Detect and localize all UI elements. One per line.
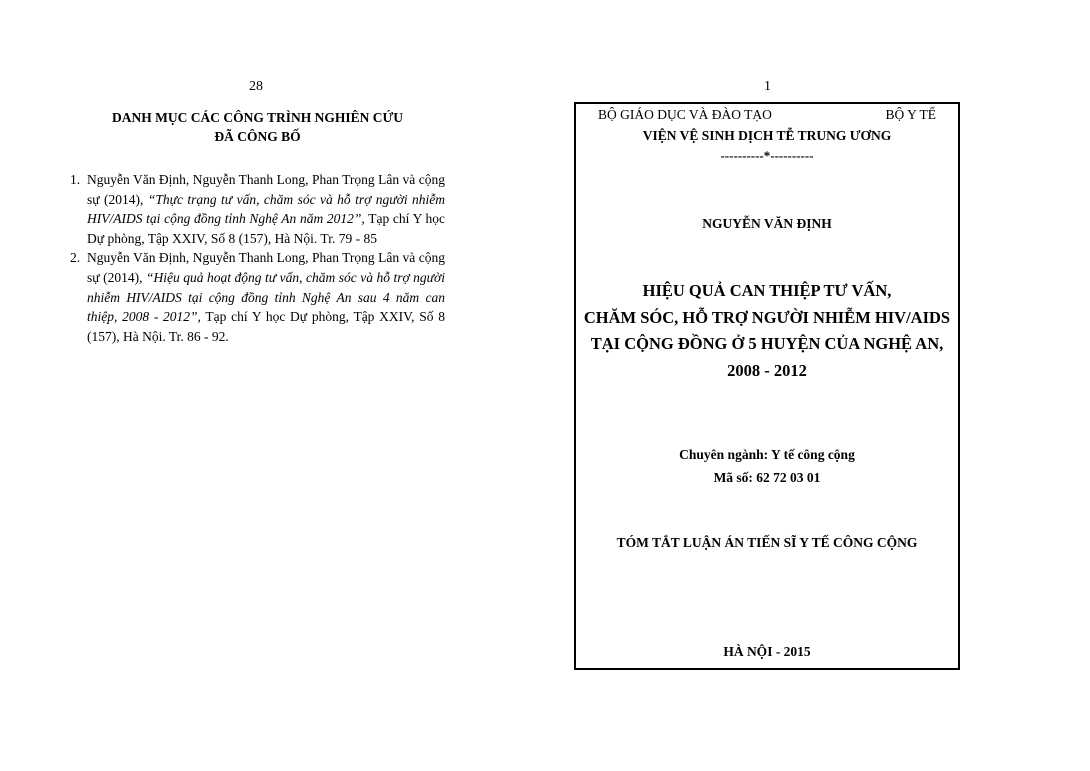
- publication-source: Tạp chí Y học Dự phòng, Tập XXIV, Số 8 (157), Hà Nội. Tr. 86 - 92.: [87, 309, 445, 344]
- publication-source: Tạp chí Y học Dự phòng, Tập XXIV, Số 8 (157), Hà Nội. Tr. 79 - 85: [87, 211, 445, 246]
- publication-title: “Thực trạng tư vấn, chăm sóc và hỗ trợ người nhiễm HIV/AIDS tại cộng đồng tỉnh Nghệ An năm 2012”,: [87, 191, 446, 227]
- thesis-cover-page: [574, 102, 960, 670]
- publication-item: [70, 248, 445, 346]
- publication-list: [70, 170, 445, 346]
- publication-number: 1.: [70, 172, 81, 187]
- right-page-number: 1: [764, 79, 771, 94]
- author-name: NGUYỄN VĂN ĐỊNH: [702, 216, 832, 231]
- publication-item: [70, 170, 445, 248]
- ministries-header: [598, 107, 936, 123]
- heading-line-2: ĐÃ CÔNG BỐ: [214, 129, 301, 144]
- ministry-education: BỘ GIÁO DỤC VÀ ĐÀO TẠO: [598, 107, 772, 122]
- thesis-title-line: HIỆU QUẢ CAN THIỆP TƯ VẤN,: [642, 281, 892, 300]
- publication-title: “Hiệu quả hoạt động tư vấn, chăm sóc và hỗ trợ người nhiễm HIV/AIDS tại cộng đồng tỉnh Nghệ An sau 4 năm can thiệp, 2008 - 2012”,: [87, 269, 445, 325]
- institute-name: VIỆN VỆ SINH DỊCH TỄ TRUNG ƯƠNG: [642, 128, 892, 143]
- publication-number: 2.: [70, 250, 81, 266]
- summary-label: TÓM TẮT LUẬN ÁN TIẾN SĨ Y TẾ CÔNG CỘNG: [616, 535, 918, 550]
- major-code: Mã số: 62 72 03 01: [713, 470, 821, 485]
- publication-authors: Nguyễn Văn Định, Nguyễn Thanh Long, Phan Trọng Lân và cộng sự (2014),: [87, 172, 445, 207]
- thesis-title-line: TẠI CỘNG ĐỒNG Ở 5 HUYỆN CỦA NGHỆ AN,: [590, 334, 944, 353]
- separator: ----------*----------: [720, 148, 814, 163]
- place-year: HÀ NỘI - 2015: [723, 644, 811, 659]
- publications-heading: [70, 108, 445, 146]
- major-field: Chuyên ngành: Y tế công cộng: [679, 447, 855, 462]
- thesis-title-line: 2008 - 2012: [727, 360, 807, 380]
- publication-authors: Nguyễn Văn Định, Nguyễn Thanh Long, Phan Trọng Lân và cộng sự (2014),: [87, 250, 445, 285]
- ministry-health: BỘ Y TẾ: [885, 107, 936, 122]
- heading-line-1: DANH MỤC CÁC CÔNG TRÌNH NGHIÊN CỨU: [111, 110, 403, 125]
- left-page-number: 28: [249, 79, 263, 94]
- thesis-title: [576, 278, 958, 384]
- thesis-title-line: CHĂM SÓC, HỖ TRỢ NGƯỜI NHIỄM HIV/AIDS: [583, 307, 951, 327]
